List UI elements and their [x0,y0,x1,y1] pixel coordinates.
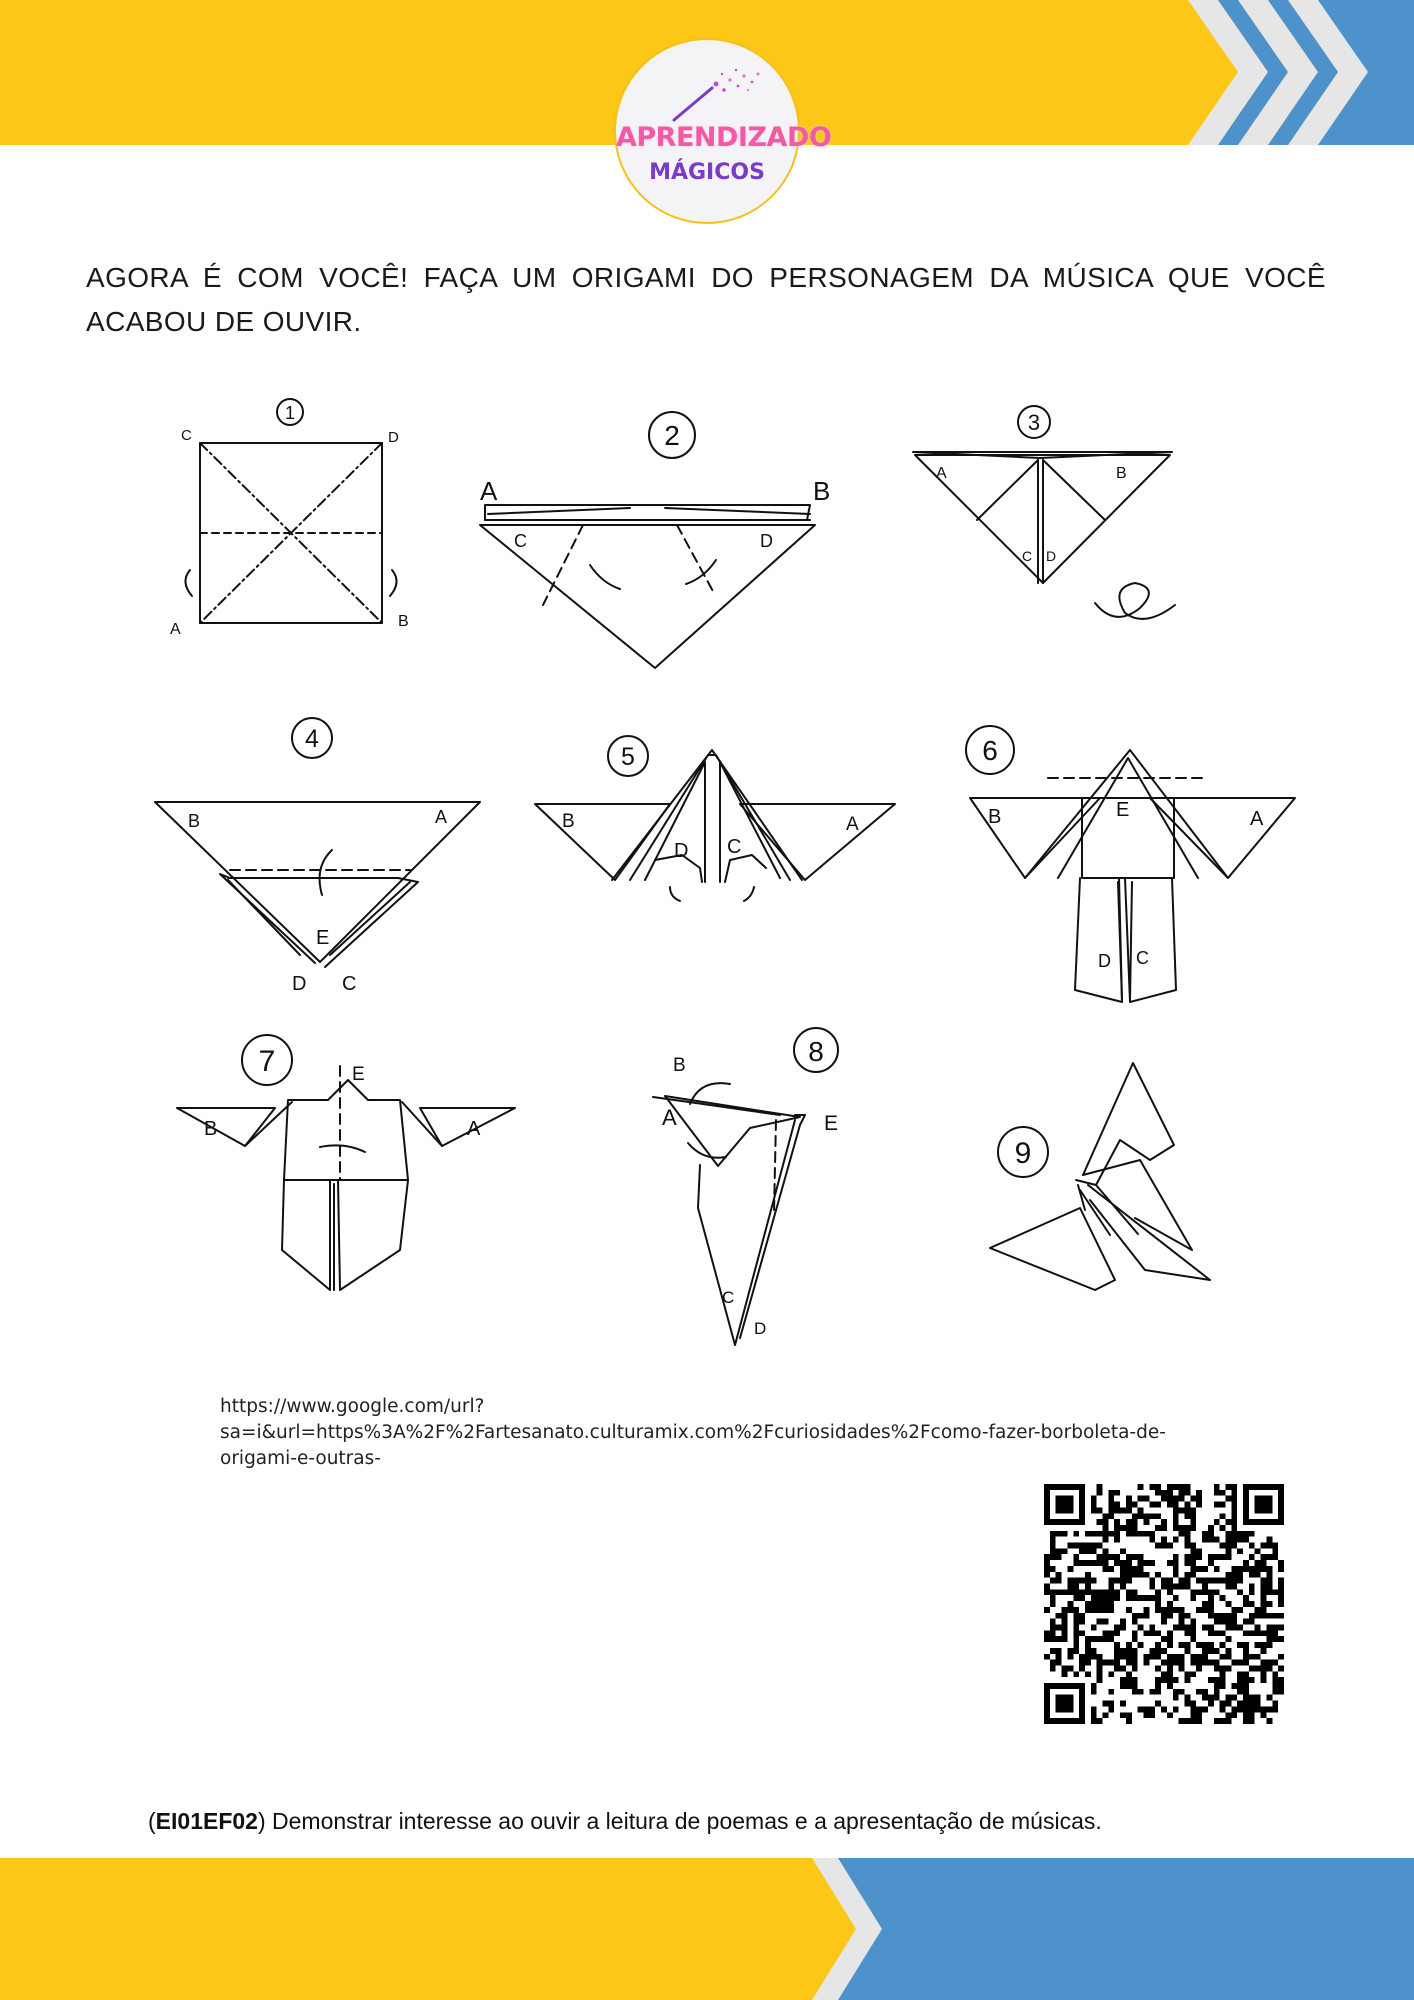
magic-wand-icon [652,60,772,130]
svg-text:E: E [1116,799,1130,821]
svg-text:6: 6 [982,735,998,766]
qr-finder [1243,1484,1284,1525]
step-5 [535,736,895,901]
svg-text:A: A [936,465,947,482]
svg-text:C: C [514,531,527,551]
svg-text:B: B [204,1118,218,1140]
svg-text:D: D [1046,548,1057,564]
logo-subtitle: MÁGICOS [649,160,765,185]
qr-finder [1044,1683,1085,1724]
svg-text:E: E [352,1064,365,1085]
svg-text:D: D [1098,951,1111,971]
svg-text:3: 3 [1027,410,1041,435]
svg-text:A: A [846,814,859,835]
svg-text:C: C [181,427,192,444]
svg-text:D: D [388,429,399,446]
svg-text:A: A [435,807,448,827]
svg-text:A: A [1250,808,1264,830]
svg-text:A: A [662,1105,677,1130]
svg-text:C: C [722,1288,735,1307]
step-4 [155,718,480,995]
qr-finder [1044,1484,1085,1525]
svg-text:B: B [562,811,575,832]
svg-text:B: B [673,1055,686,1076]
objective-open: ( [148,1808,156,1834]
source-url: https://www.google.com/url?sa=i&url=https%3A%2F%2Fartesanato.culturamix.com%2Fcuriosidades%2Fcomo-fazer-borboleta-de-origami-e-outras- [220,1396,1166,1469]
footer-band [0,1858,1414,2000]
step-8 [653,1028,838,1345]
step-6 [966,726,1295,1002]
svg-text:B: B [188,811,201,831]
learning-objective [148,1808,1102,1835]
step-3 [913,406,1175,619]
svg-text:D: D [754,1319,767,1338]
svg-text:E: E [316,927,330,949]
svg-text:2: 2 [664,420,680,451]
step-9 [990,1063,1210,1290]
origami-diagrams [150,390,1310,1360]
svg-text:7: 7 [258,1045,276,1078]
instruction-text: AGORA É COM VOCÊ! FAÇA UM ORIGAMI DO PERSONAGEM DA MÚSICA QUE VOCÊ ACABOU DE OUVIR. [86,262,1326,337]
svg-text:D: D [760,531,773,551]
svg-text:B: B [1116,465,1127,482]
step-1 [170,399,409,638]
objective-code: EI01EF02 [155,1808,258,1834]
svg-text:4: 4 [305,725,319,753]
svg-text:C: C [1136,948,1149,968]
logo [614,38,832,224]
svg-text:B: B [988,806,1002,828]
qr-code[interactable] [1044,1484,1284,1724]
step-7 [177,1035,515,1290]
svg-text:A: A [170,621,181,638]
svg-text:9: 9 [1014,1137,1032,1170]
svg-text:A: A [480,476,498,506]
svg-text:5: 5 [621,743,635,771]
svg-text:B: B [398,613,409,630]
svg-text:A: A [467,1118,481,1140]
svg-text:8: 8 [808,1036,824,1067]
svg-text:C: C [1022,548,1033,564]
svg-text:C: C [342,973,357,995]
objective-close: ) [257,1808,266,1834]
step-number: 1 [284,403,296,423]
svg-text:E: E [824,1112,839,1135]
svg-text:D: D [292,973,307,995]
svg-text:C: C [727,836,742,858]
svg-text:D: D [674,840,689,862]
step-2 [480,412,830,668]
logo-title: APRENDIZADO [616,122,832,153]
objective-text: Demonstrar interesse ao ouvir a leitura de poemas e a apresentação de músicas. [265,1808,1102,1834]
svg-text:B: B [813,476,831,506]
